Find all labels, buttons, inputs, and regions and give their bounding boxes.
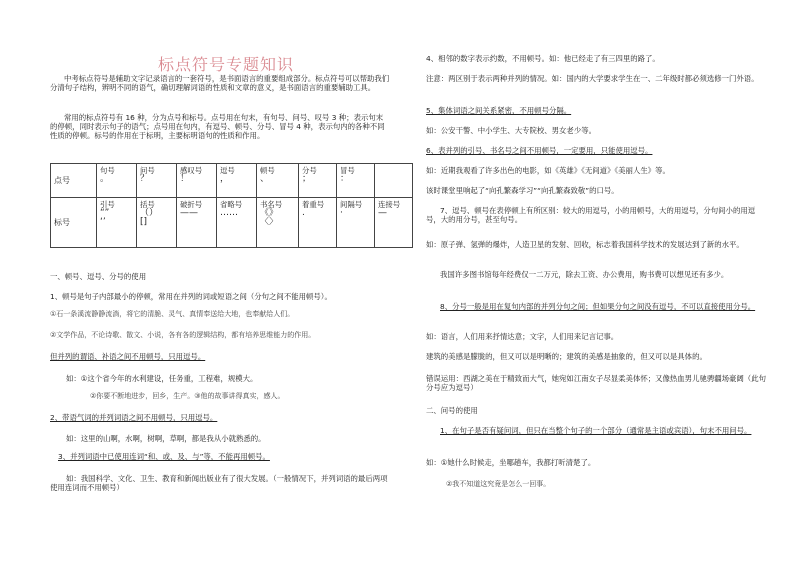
cell-name: 省略号 [220,200,243,209]
punctuation-table [50,163,413,248]
table-cell [217,164,257,198]
cell-name: 感叹号 [180,166,203,175]
cell-symbol: ， [220,174,230,184]
rule-6: 6、表并列的引号、书名号之间不用顿号，一定要用，只能使用逗号。 [426,146,653,155]
rule-7-example-2: 我国许多图书馆每年经费仅一二万元，除去工资、办公费用，购书费可以想见还有多少。 [440,270,729,279]
cell-symbol: （） [] [140,208,159,227]
cell-name: 括号 [140,200,155,209]
cell-symbol: —— [180,208,198,218]
table-cell [137,198,177,248]
table-cell [375,198,413,248]
rule-7-example-1: 如：原子弹、氢弹的爆炸，人造卫星的发射、回收，标志着我国科学技术的发展达到了新的水平。 [426,240,744,249]
cell-name: 间隔号 [340,200,363,209]
intro-paragraph-2: 常用的标点符号有 16 种，分为点号和标号。点号用在句末，有句号、问号、叹号 3 种；表示句末的停顿，同时表示句子的语气；点号用在句内，有逗号、顿号、分号、冒号 4 种，表示句内的各种不同性质的停顿。标号的作用在于标明，主要标明语句的性质和作用。 [50,113,385,140]
cell-symbol: ； [302,174,312,184]
table-cell [177,198,217,248]
rule-6-example-1: 如：近期我观看了许多出色的电影，如《英雄》《无间道》《美丽人生》等。 [426,166,670,175]
table-cell [257,164,299,198]
question-rule-1-example-1: 如：①她什么时候走，坐哪趟车，我都打听清楚了。 [426,458,596,467]
table-row [51,164,413,198]
table-cell [337,198,375,248]
question-rule-1: 1、在句子是否有疑问词，但只在当整个句子的一个部分（通常是主语或宾语），句末不用问号。 [440,426,752,435]
table-cell [217,198,257,248]
table-row [51,198,413,248]
cell-symbol: ！ [180,174,190,184]
rule-8-example-3: 错误运用：西湖之美在于精致而大气，她宛如江南女子尽显柔美体怀；又像热血男儿驰骋疆场豪阔（此句分号应为逗号） [426,374,766,392]
rule-8: 8、分号一般是用在复句内部的并列分句之间；但如果分句之间没有逗号，不可以直接使用分号。 [440,302,756,311]
cell-symbol: …… [220,208,238,218]
cell-symbol: — [378,208,387,218]
cell-name: 句号 [100,166,115,175]
table-cell-empty [375,164,413,198]
rule-3: 3、并列词语中已使用连词“和、或、及、与”等，不能再用顿号。 [58,452,270,461]
question-rule-1-example-2: ②我不知道这究竟是怎么一回事。 [446,480,551,488]
rule-8-example-2: 建筑的美感是朦胧的，但又可以是明晰的；建筑的美感是抽象的，但又可以是具体的。 [426,352,707,361]
table-cell [137,164,177,198]
cell-name: 连接号 [378,200,401,209]
rule-7: 7、逗号、顿号在表停顿上有所区别：较大的用逗号，小的用顿号，大的用逗号，分句间小的用逗号，大的用分号，甚至句号。 [426,206,756,224]
rule-3-example-1: 如：我国科学、文化、卫生、教育和新闻出版业有了很大发展。（一般情况下，并列词语的最后两项使用连词而不用顿号） [50,474,388,492]
rule-8-example-1: 如：语言，人们用来抒情达意；文字，人们用来记言记事。 [426,332,619,341]
cell-name: 逗号 [220,166,235,175]
rule-6-example-2: 该时课堂里响起了“向孔繁森学习”“向孔繁森致敬”的口号。 [426,186,619,195]
intro-paragraph-1: 中考标点符号是辅助文字记录语言的一套符号，是书面语言的重要组成部分。标点符号可以帮助我们分清句子结构，辨明不同的语气，确切理解词语的性质和文章的意义，是书面语言的重要辅助工具。 [50,74,390,92]
table-cell [97,198,137,248]
cell-name: 书名号 [260,200,283,209]
rule-2: 2、带语气词的并列词语之间不用顿号，只用逗号。 [50,413,218,422]
row-header-biaohao: 标号 [51,198,97,248]
row-header-dianhao: 点号 [51,164,97,198]
cell-symbol: ？ [140,174,150,184]
cell-symbol: 。 [100,174,110,184]
rule-4: 4、相邻的数字表示约数，不用顿号。如：他已经走了有三四里的路了。 [426,54,660,63]
cell-name: 顿号 [260,166,275,175]
cell-name: 分号 [302,166,317,175]
table-cell [299,198,337,248]
table-cell [337,164,375,198]
rule-1-example-1: ①石一条溪流静静流淌，将它的清脆、灵气、真情奉送给大地，也奉献给人们。 [50,310,295,318]
table-cell [257,198,299,248]
cell-name: 破折号 [180,200,203,209]
cell-symbol: ： [340,174,350,184]
rule-2-example-1: 如：这里的山啊，水啊，树啊，草啊，都是我从小就熟悉的。 [66,434,266,443]
cell-symbol: “” ‘’ [100,208,110,227]
rule-1-example-4: ②你要不断地进步，回乡，生产。③他的故事讲得真实，感人。 [90,392,285,400]
cell-name: 冒号 [340,166,355,175]
section-heading-1: 一、顿号、逗号、分号的使用 [50,272,147,281]
cell-name: 着重号 [302,200,325,209]
cell-symbol: 《》 〈〉 [260,208,279,227]
rule-1: 1、顿号是句子内部最小的停顿，常用在并列的词或短语之间（分句之间不能用顿号）。 [50,292,332,301]
table-cell [299,164,337,198]
rule-1-example-2: ②文学作品，不论诗歌、散文、小说，各有各的逻辑结构，都有培养思维能力的作用。 [50,331,316,339]
rule-5: 5、集体词语之间关系紧密，不用顿号分隔。 [426,106,572,115]
rule-5-example-1: 如：公安干警、中小学生、大专院校、男女老少等。 [426,126,596,135]
page-title: 标点符号专题知识 [158,55,295,74]
rule-1-example-3: 如：①这个省今年的水利建设，任务重，工程难，规模大。 [66,374,258,383]
cell-name: 引号 [100,200,115,209]
section-heading-2: 二、问号的使用 [426,406,478,415]
rule-1-note: 但并列的谓语、补语之间不用顿号，只用逗号。 [50,352,206,361]
cell-symbol: 、 [260,174,270,184]
table-cell [177,164,217,198]
table-cell [97,164,137,198]
cell-symbol: . [302,208,305,218]
cell-name: 问号 [140,166,155,175]
cell-symbol: · [340,208,343,218]
rule-4-note: 注意：两区别于表示两种并列的情况。如：国内的大学要求学生在一、二年级时都必须选修一门外语。 [426,74,759,83]
